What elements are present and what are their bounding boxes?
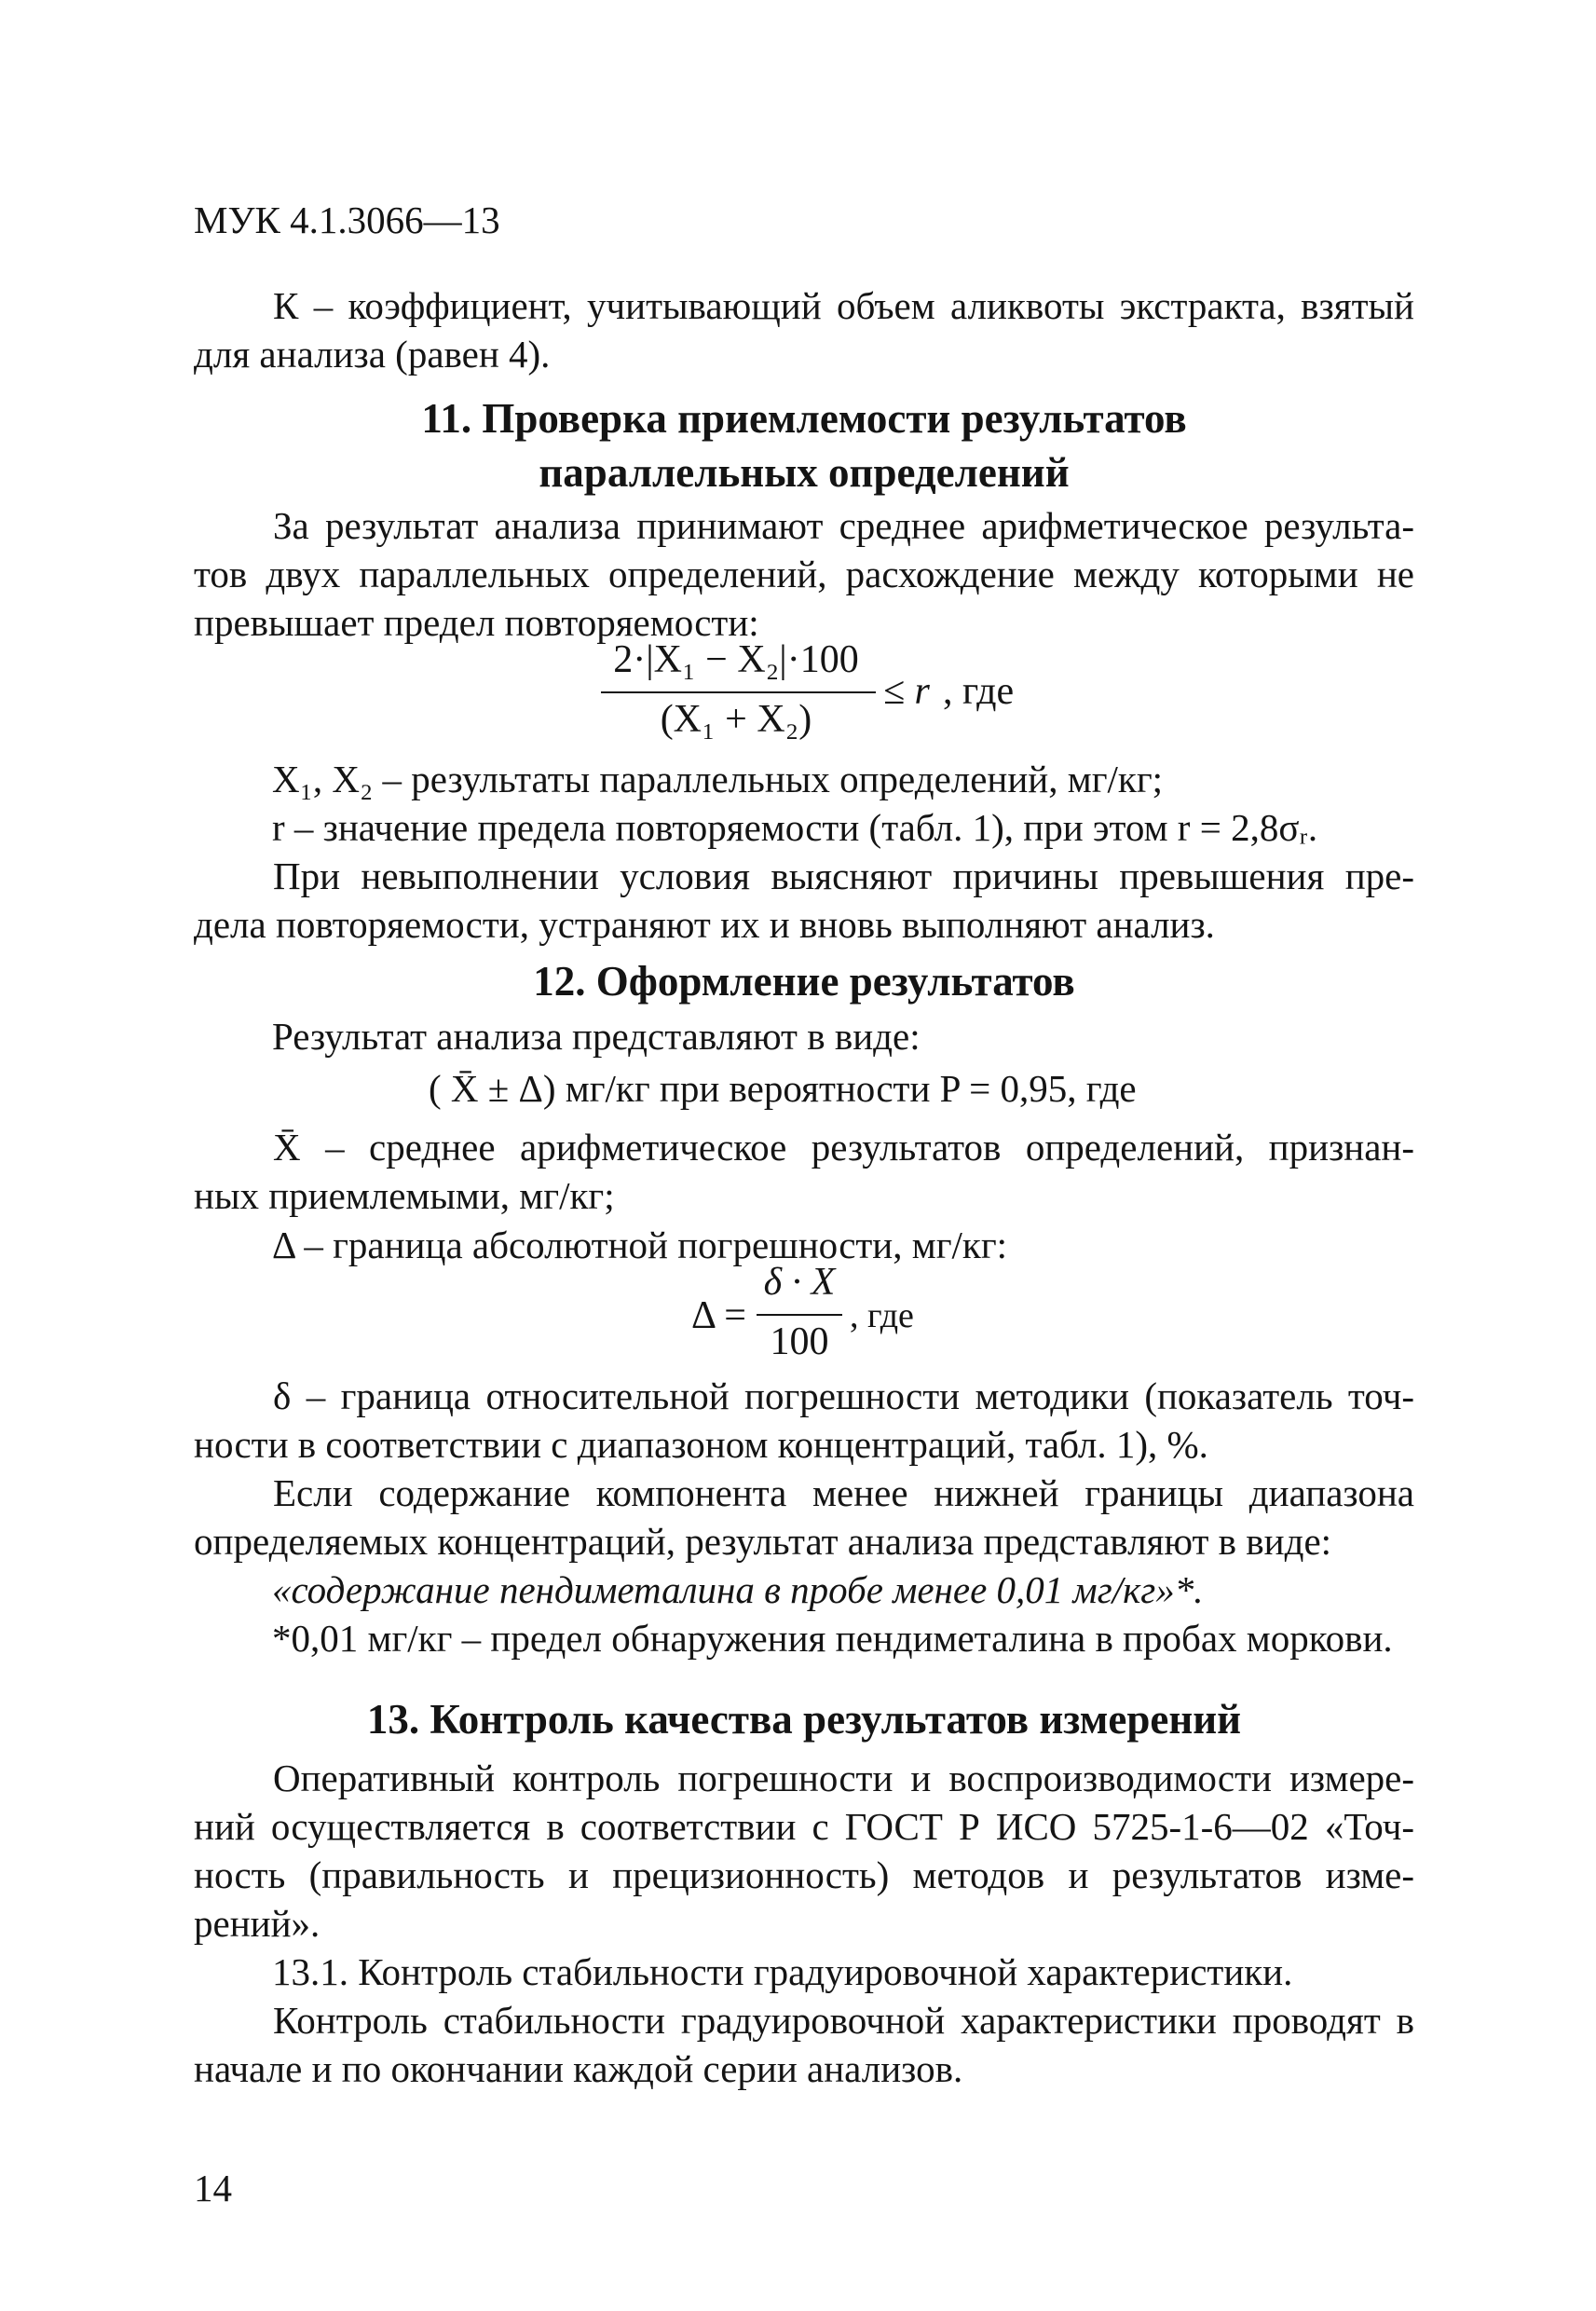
formula-relation: ≤ r xyxy=(883,670,930,713)
paragraph-line: тов двух параллельных определений, расхождение между которыми не xyxy=(194,553,1414,595)
result-intro: Результат анализа представляют в виде: xyxy=(272,1015,921,1058)
low-concentration-form: «содержание пендиметалина в пробе менее 0,01 мг/кг»*. xyxy=(272,1568,1204,1611)
delta-suffix: , где xyxy=(850,1296,914,1335)
xbar-definition xyxy=(194,1123,1414,1220)
k-definition-line: для анализа (равен 4). xyxy=(194,333,551,376)
relative-error-definition xyxy=(194,1372,1414,1469)
formula-denominator: (X₁ + X₂) xyxy=(660,698,812,741)
paragraph-line: Оперативный контроль погрешности и воспроизводимости измере- xyxy=(273,1757,1414,1799)
k-definition xyxy=(194,281,1414,378)
paragraph-line: определяемых концентраций, результат анализа представляют в виде: xyxy=(194,1520,1332,1563)
fraction-bar xyxy=(757,1314,842,1316)
paragraph-line: X̄ – среднее арифметическое результатов определений, признан- xyxy=(273,1126,1414,1169)
delta-lhs: Δ = xyxy=(691,1294,746,1337)
page-number: 14 xyxy=(194,2167,232,2209)
paragraph-line: Контроль стабильности градуировочной характеристики проводят в xyxy=(273,1999,1414,2042)
formula-numerator: 2·|X₁ − X₂|·100 xyxy=(613,638,859,681)
section-12-title xyxy=(194,954,1414,1008)
paragraph-line: дела повторяемости, устраняют их и вновь выполняют анализ. xyxy=(194,903,1215,946)
section-11-title-line: 11. Проверка приемлемости результатов xyxy=(421,395,1187,442)
delta-denominator: 100 xyxy=(770,1320,829,1363)
failure-paragraph xyxy=(194,852,1414,949)
section-11-paragraph xyxy=(194,501,1414,647)
document-code: МУК 4.1.3066—13 xyxy=(194,198,500,241)
delta-definition: Δ – граница абсолютной погрешности, мг/кг: xyxy=(272,1224,1008,1266)
paragraph-line: ний осуществляется в соответствии с ГОСТ Р ИСО 5725-1-6—02 «Точ- xyxy=(194,1805,1414,1848)
section-13-paragraph xyxy=(194,1754,1414,1948)
section-11-title xyxy=(194,391,1414,499)
paragraph-line: δ – граница относительной погрешности методики (показатель точ- xyxy=(273,1374,1414,1417)
subsection-13-1-title: 13.1. Контроль стабильности градуировочной характеристики. xyxy=(272,1950,1293,1993)
paragraph-line: За результат анализа принимают среднее арифметическое результа- xyxy=(273,504,1414,547)
paragraph-line: рений». xyxy=(194,1902,321,1945)
section-11-title-line: параллельных определений xyxy=(539,449,1070,496)
r-definition: r – значение предела повторяемости (табл. 1), при этом r = 2,8σᵣ. xyxy=(272,806,1318,849)
low-concentration-paragraph xyxy=(194,1469,1414,1566)
delta-numerator: δ · X xyxy=(763,1261,836,1304)
paragraph-line: начале и по окончании каждой серии анализов. xyxy=(194,2047,963,2090)
paragraph-line: превышает предел повторяемости: xyxy=(194,601,759,644)
footnote: *0,01 мг/кг – предел обнаружения пендиметалина в пробах моркови. xyxy=(272,1617,1393,1660)
section-12-title-text: 12. Оформление результатов xyxy=(533,958,1075,1005)
paragraph-line: При невыполнении условия выясняют причины превышения пре- xyxy=(273,855,1414,897)
paragraph-line: Если содержание компонента менее нижней границы диапазона xyxy=(273,1471,1414,1514)
paragraph-line: ности в соответствии с диапазоном концентраций, табл. 1), %. xyxy=(194,1423,1208,1466)
result-form: ( X̄ ± Δ) мг/кг при вероятности P = 0,95, где xyxy=(429,1067,1137,1110)
k-definition-line: К – коэффициент, учитывающий объем аликвоты экстракта, взятый xyxy=(273,284,1414,327)
subsection-13-1-paragraph xyxy=(194,1996,1414,2093)
paragraph-line: ных приемлемыми, мг/кг; xyxy=(194,1174,615,1217)
section-13-title xyxy=(194,1692,1414,1746)
x1-x2-definition: X₁, X₂ – результаты параллельных определений, мг/кг; xyxy=(272,758,1164,800)
fraction-bar xyxy=(601,691,876,693)
paragraph-line: ность (правильность и прецизионность) методов и результатов изме- xyxy=(194,1853,1414,1896)
formula-suffix: , где xyxy=(943,670,1015,713)
section-13-title-text: 13. Контроль качества результатов измерений xyxy=(366,1696,1242,1743)
